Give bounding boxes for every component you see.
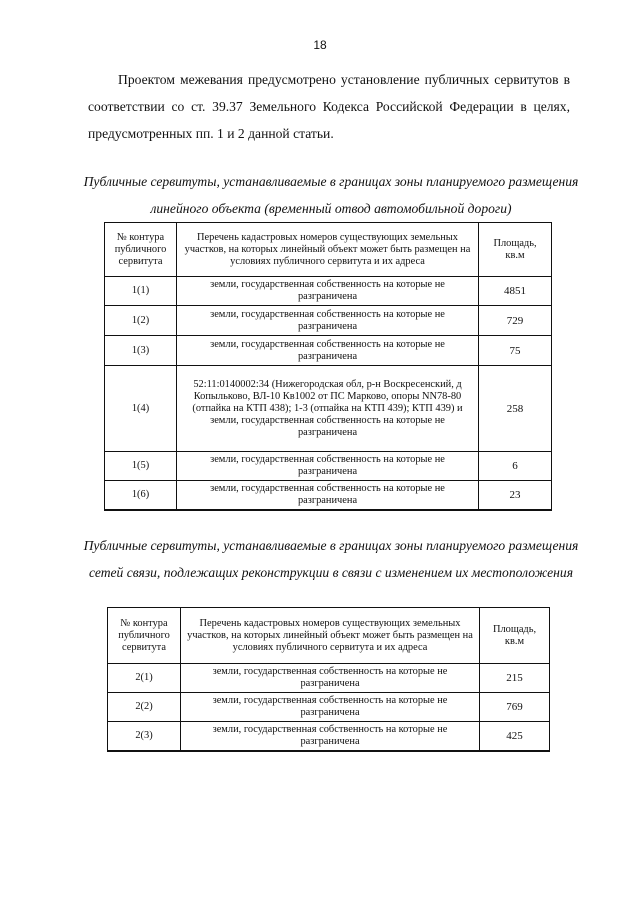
- table1-caption: Публичные сервитуты, устанавливаемые в границах зоны планируемого размещения линейного объекта (временный отвод автомобильной дороги): [83, 174, 579, 216]
- table-header-row: [108, 608, 550, 664]
- cell-contour: 2(2): [108, 693, 181, 722]
- cell-list: земли, государственная собственность на которые не разграничена: [177, 452, 479, 481]
- header-list: Перечень кадастровых номеров существующих земельных участков, на которых линейный объект может быть размещен на условиях публичного сервитута и их адреса: [181, 608, 480, 664]
- cell-area: 215: [480, 664, 550, 693]
- table-row: [105, 366, 552, 452]
- table-row: [105, 336, 552, 366]
- cell-area: 4851: [479, 277, 552, 306]
- servitude-table-2: [107, 607, 550, 752]
- cell-contour: 1(3): [105, 336, 177, 366]
- cell-list: земли, государственная собственность на которые не разграничена: [177, 481, 479, 511]
- table-row: [105, 306, 552, 336]
- cell-list: земли, государственная собственность на которые не разграничена: [177, 306, 479, 336]
- table-row: [105, 277, 552, 306]
- table-row: [105, 452, 552, 481]
- intro-paragraph: Проектом межевания предусмотрено установление публичных сервитутов в соответствии со ст. 39.37 Земельного Кодекса Российской Федерации в целях, предусмотренных пп. 1 и 2 данной статьи.: [88, 72, 570, 141]
- cell-list: земли, государственная собственность на которые не разграничена: [177, 336, 479, 366]
- header-area: Площадь, кв.м: [479, 223, 552, 277]
- cell-area: 75: [479, 336, 552, 366]
- cell-contour: 1(4): [105, 366, 177, 452]
- cell-area: 258: [479, 366, 552, 452]
- cell-list: 52:11:0140002:34 (Нижегородская обл, р-н Воскресенский, д Копыльково, ВЛ-10 Кв1002 от ПС Марково, опоры NN78-80 (отпайка на КТП 438); 1-3 (отпайка на КТП 439); КТП 439) и земли, государственная собственность на которые не разграничена: [177, 366, 479, 452]
- cell-contour: 2(3): [108, 722, 181, 752]
- cell-area: 23: [479, 481, 552, 511]
- table2-caption: Публичные сервитуты, устанавливаемые в границах зоны планируемого размещения сетей связи, подлежащих реконструкции в связи с изменением их местоположения: [83, 538, 579, 580]
- cell-area: 425: [480, 722, 550, 752]
- header-contour: № контура публичного сервитута: [105, 223, 177, 277]
- servitude-table-1: [104, 222, 552, 511]
- cell-contour: 2(1): [108, 664, 181, 693]
- cell-list: земли, государственная собственность на которые не разграничена: [177, 277, 479, 306]
- table-row: [108, 693, 550, 722]
- cell-contour: 1(1): [105, 277, 177, 306]
- table-row: [108, 722, 550, 752]
- page-number: 18: [313, 38, 327, 52]
- cell-contour: 1(2): [105, 306, 177, 336]
- cell-contour: 1(6): [105, 481, 177, 511]
- cell-area: 6: [479, 452, 552, 481]
- header-area: Площадь, кв.м: [480, 608, 550, 664]
- cell-area: 729: [479, 306, 552, 336]
- cell-list: земли, государственная собственность на которые не разграничена: [181, 722, 480, 752]
- cell-list: земли, государственная собственность на которые не разграничена: [181, 693, 480, 722]
- table-header-row: [105, 223, 552, 277]
- cell-list: земли, государственная собственность на которые не разграничена: [181, 664, 480, 693]
- cell-contour: 1(5): [105, 452, 177, 481]
- table-row: [108, 664, 550, 693]
- header-contour: № контура публичного сервитута: [108, 608, 181, 664]
- table-row: [105, 481, 552, 511]
- cell-area: 769: [480, 693, 550, 722]
- header-list: Перечень кадастровых номеров существующих земельных участков, на которых линейный объект может быть размещен на условиях публичного сервитута и их адреса: [177, 223, 479, 277]
